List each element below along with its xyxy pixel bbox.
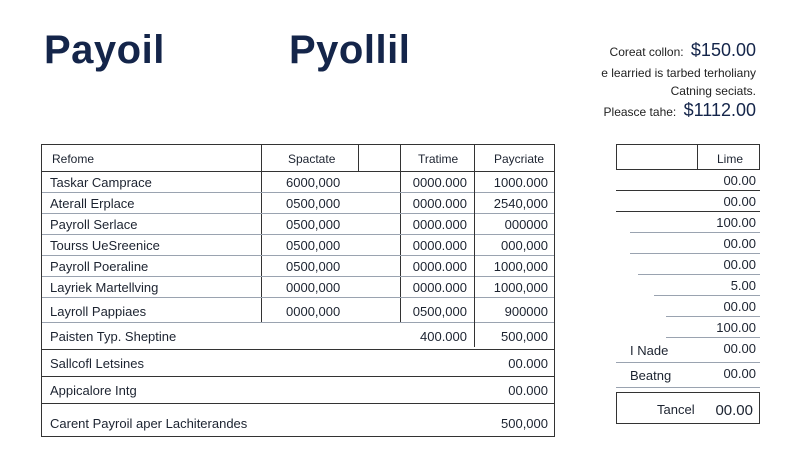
cell-c1: 0000,000 [286, 280, 341, 295]
cell-c1: 0500,000 [286, 196, 341, 211]
summary-line-2: e learried is tarbed terholiany [601, 66, 756, 80]
header-tratime: Tratime [418, 152, 459, 166]
cell-c3: 500,000 [501, 329, 548, 344]
cell-c3: 00.000 [508, 383, 548, 398]
cell-name: Sallcofl Letsines [50, 356, 144, 371]
side-table [616, 144, 760, 424]
cell-c1: 0000,000 [286, 304, 341, 319]
table-header [42, 145, 554, 172]
side-row [616, 338, 760, 363]
cell-c2: 0000.000 [412, 259, 467, 274]
cell-c1: 0500,000 [286, 259, 341, 274]
table-row [42, 235, 554, 256]
table-row [42, 323, 554, 350]
side-total-box [616, 392, 760, 424]
side-row [630, 233, 760, 254]
cell-name: Paisten Typ. Sheptine [50, 329, 177, 344]
cell-c1: 0500,000 [286, 238, 341, 253]
summary-line-1-amount: $150.00 [690, 40, 756, 60]
cell-name: Payroll Poeraline [50, 259, 149, 274]
side-row [616, 170, 760, 191]
table-row [42, 298, 554, 323]
total-value: 500,000 [501, 416, 548, 431]
side-row [630, 212, 760, 233]
side-row-value: 00.00 [723, 341, 756, 356]
cell-name: Tourss UeSreenice [50, 238, 160, 253]
summary-line-4-amount: $1112.00 [683, 100, 756, 120]
side-row-value: 00.00 [723, 173, 756, 188]
side-row [616, 191, 760, 212]
cell-c1: 6000,000 [286, 175, 341, 190]
header-paycriate: Paycriate [494, 152, 545, 166]
side-row-value: 00.00 [723, 366, 756, 381]
table-row [42, 193, 554, 214]
summary-line-4 [604, 100, 756, 121]
side-row-value: 00.00 [723, 257, 756, 272]
side-row-value: 00.00 [723, 236, 756, 251]
side-row-value: 00.00 [723, 299, 756, 314]
cell-c2: 0500,000 [412, 304, 467, 319]
cell-c1: 0500,000 [286, 217, 341, 232]
side-table-header [616, 144, 760, 170]
cell-name: Appicalore Intg [50, 383, 137, 398]
side-row-label: I Nade [630, 343, 669, 358]
cell-c3: 000,000 [501, 238, 548, 253]
header-spactate: Spactate [288, 152, 336, 166]
side-total-value: 00.00 [715, 402, 753, 419]
cell-c2: 400.000 [420, 329, 467, 344]
side-row [638, 254, 760, 275]
side-row [616, 363, 760, 388]
cell-name: Layriek Martellving [50, 280, 159, 295]
cell-c2: 0000.000 [412, 196, 467, 211]
total-label: Carent Payroil aper Lachiterandes [50, 416, 248, 431]
side-header-lime: Lime [716, 152, 743, 166]
table-row [42, 256, 554, 277]
side-row [666, 317, 760, 338]
summary-line-4-label: Pleasce tahe: [603, 105, 677, 119]
table-row [42, 350, 554, 377]
cell-name: Payroll Serlace [50, 217, 138, 232]
payroll-table [41, 144, 555, 437]
side-row-value: 100.00 [716, 215, 756, 230]
summary-line-1 [610, 40, 756, 61]
table-row [42, 172, 554, 193]
cell-c2: 0000.000 [412, 238, 467, 253]
side-row-value: 5.00 [730, 278, 756, 293]
cell-c3: 1000,000 [493, 259, 548, 274]
page-subtitle: Pyollil [289, 28, 411, 72]
cell-c3: 1000,000 [493, 280, 548, 295]
cell-c2: 0000.000 [412, 175, 467, 190]
cell-c2: 0000.000 [412, 280, 467, 295]
table-body [42, 172, 554, 404]
cell-c3: 2540,000 [493, 196, 548, 211]
side-row-value: 100.00 [716, 320, 756, 335]
summary-line-3: Catning seciats. [670, 84, 756, 98]
header-refome: Refome [52, 152, 95, 166]
cell-name: Taskar Camprace [50, 175, 152, 190]
table-row [42, 277, 554, 298]
side-total-label: Tancel [657, 402, 695, 417]
side-table-body [616, 170, 760, 388]
cell-c3: 1000.000 [493, 175, 548, 190]
side-row-label: Beatng [630, 368, 672, 383]
summary-line-1-label: Coreat collon: [609, 45, 684, 59]
table-row [42, 377, 554, 404]
page-title: Payoil [44, 28, 165, 72]
table-row [42, 214, 554, 235]
side-row-value: 00.00 [723, 194, 756, 209]
cell-c3: 000000 [504, 217, 548, 232]
cell-name: Aterall Erplace [50, 196, 135, 211]
cell-c3: 00.000 [508, 356, 548, 371]
table-total-row [42, 404, 554, 437]
cell-c2: 0000.000 [412, 217, 467, 232]
cell-name: Layroll Pappiaes [50, 304, 147, 319]
cell-c3: 900000 [504, 304, 548, 319]
side-row [666, 296, 760, 317]
side-row [654, 275, 760, 296]
